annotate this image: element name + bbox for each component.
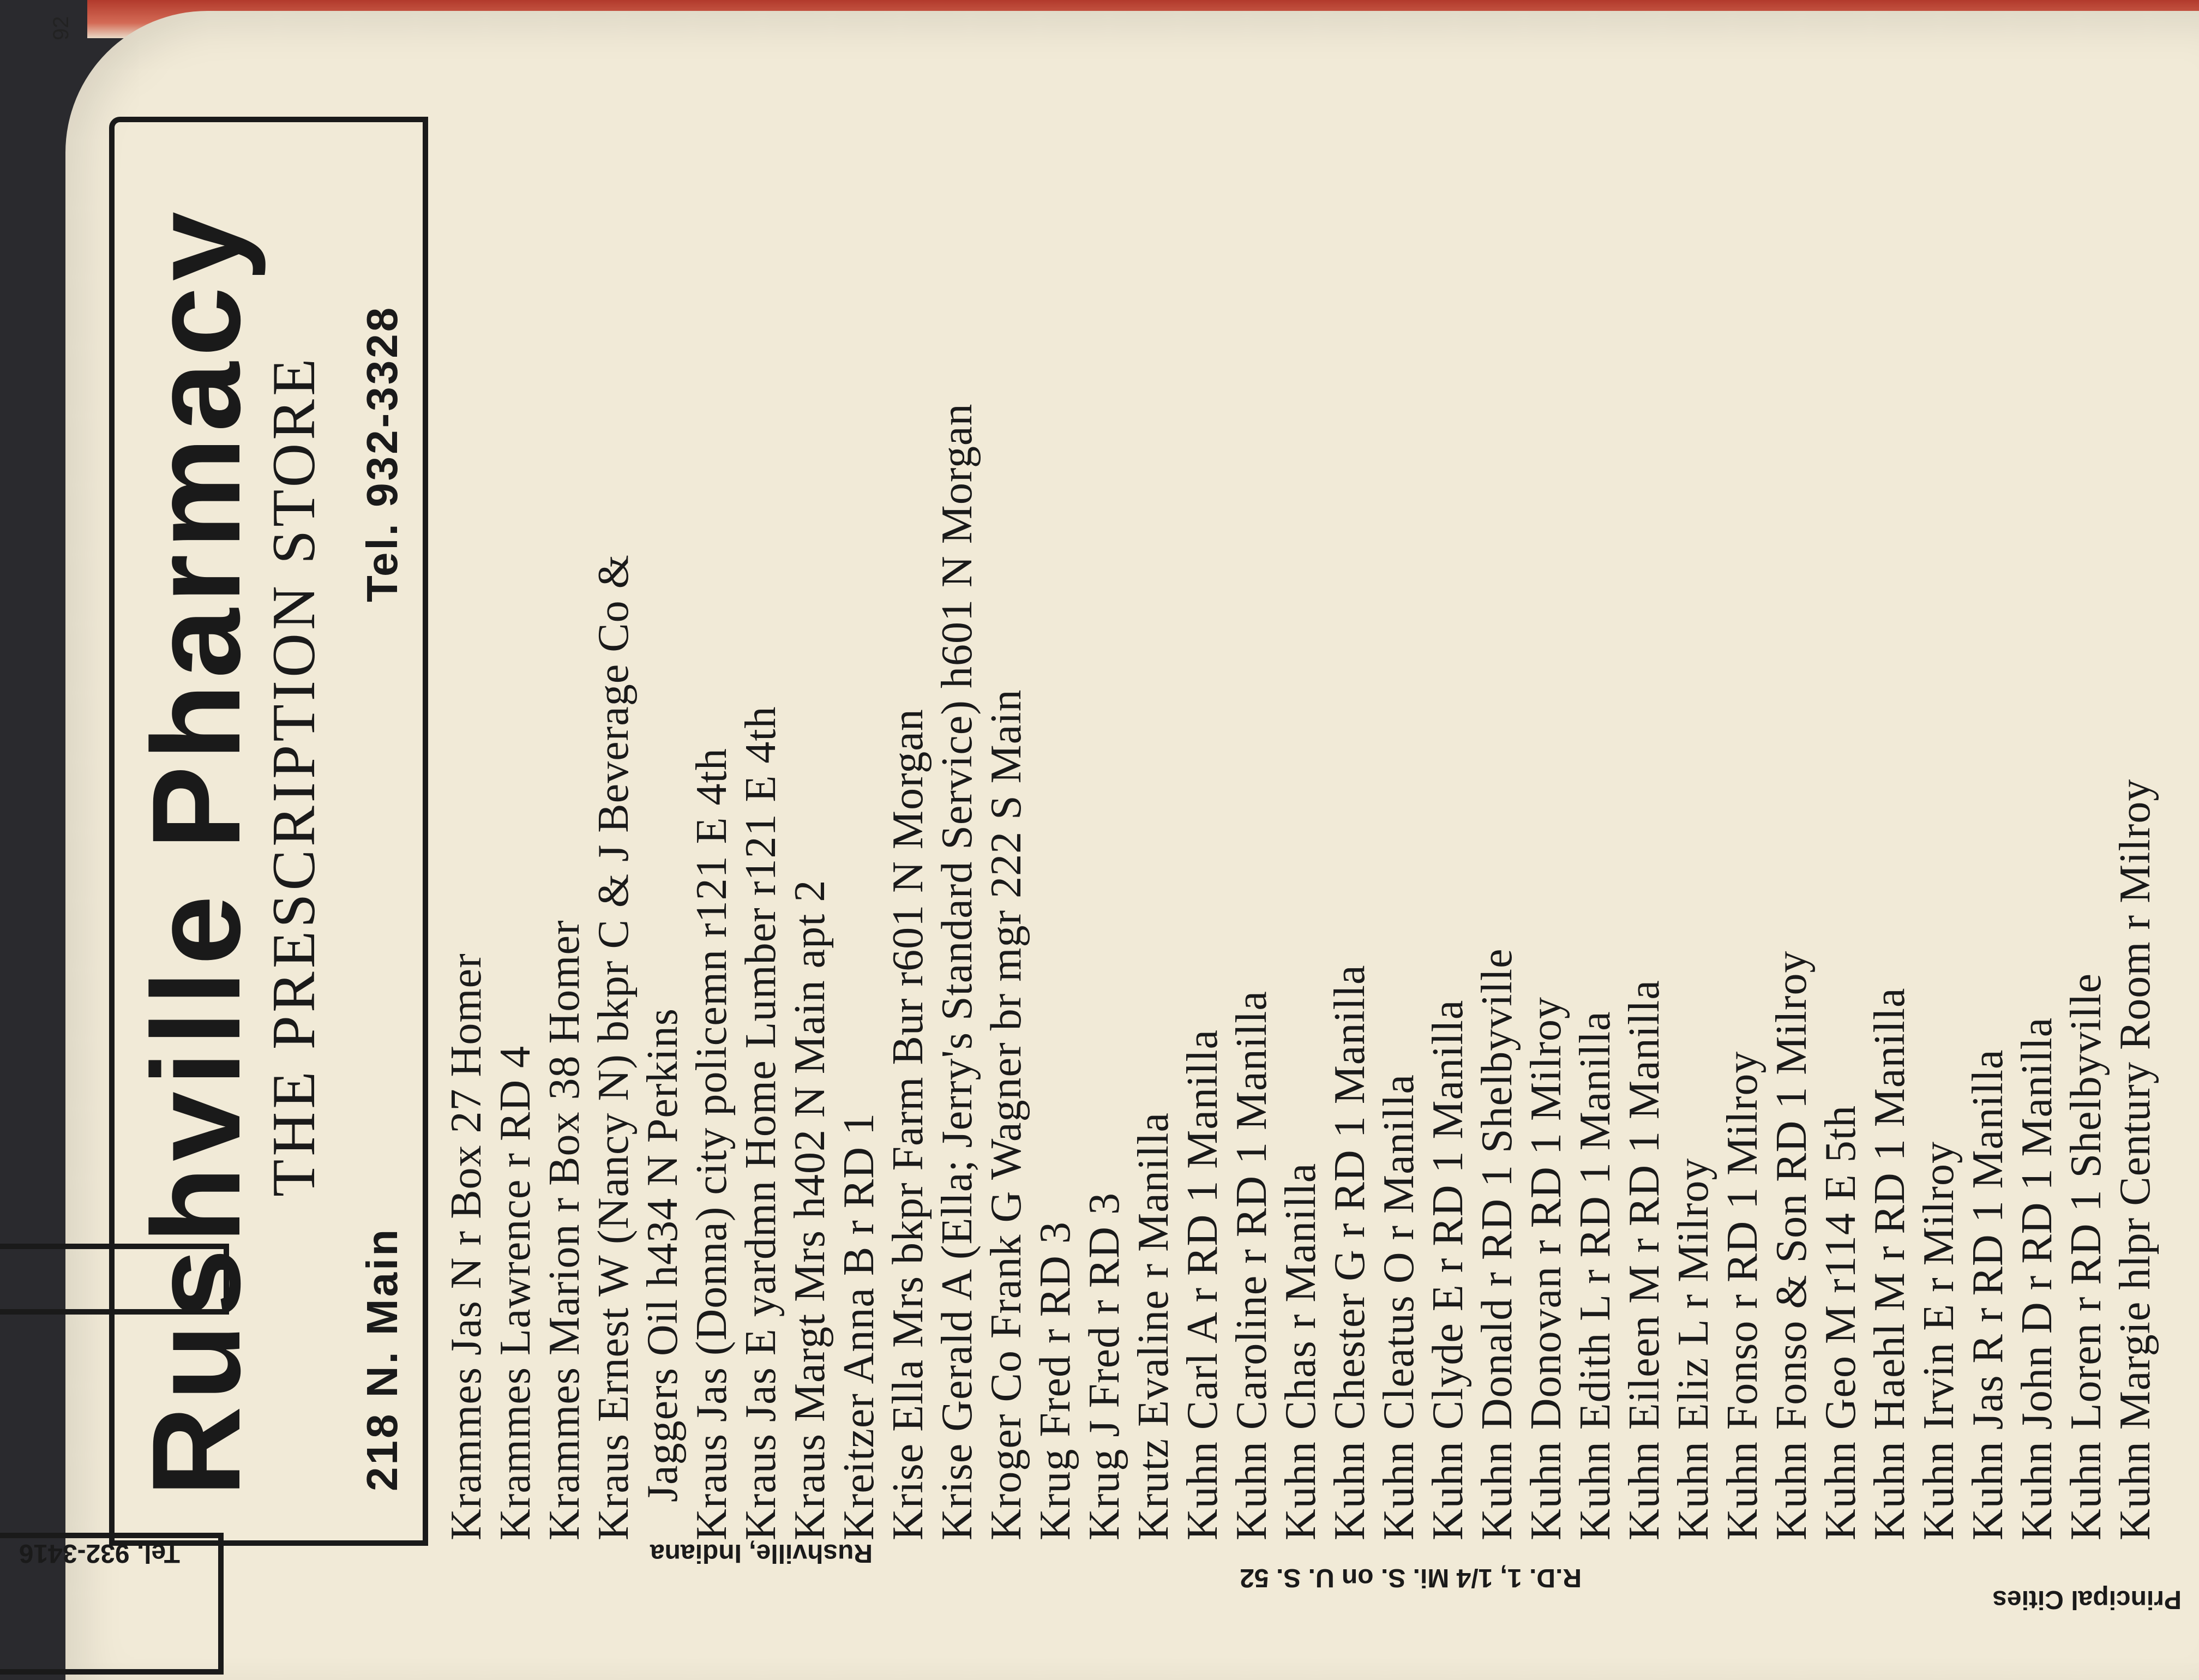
list-item: Kuhn Chester G r RD 1 Manilla bbox=[1326, 964, 1374, 1540]
list-item: Krug J Fred r RD 3 bbox=[1080, 1192, 1128, 1540]
list-item: Krammes Lawrence r RD 4 bbox=[491, 1045, 539, 1540]
list-item: Kraus Jas (Donna) city policemn r121 E 4th bbox=[688, 748, 736, 1540]
list-item: Kuhn Chas r Manilla bbox=[1277, 1162, 1325, 1540]
list-item: Kuhn Fonso r RD 1 Milroy bbox=[1719, 1051, 1767, 1540]
list-item: Kuhn John D r RD 1 Manilla bbox=[2013, 1017, 2061, 1540]
list-item: Kuhn Carl A r RD 1 Manilla bbox=[1179, 1029, 1227, 1540]
list-item: Kuhn Fonso & Son RD 1 Milroy bbox=[1768, 950, 1816, 1540]
list-item: Kraus Margt Mrs h402 N Main apt 2 bbox=[786, 879, 834, 1540]
list-item: Krammes Jas N r Box 27 Homer bbox=[442, 953, 490, 1540]
list-item: Kuhn Edith L r RD 1 Manilla bbox=[1571, 1011, 1619, 1540]
ad-store-name: Rushville Pharmacy bbox=[126, 206, 266, 1497]
facing-bottom-heading: Principal Cities bbox=[1992, 1585, 2182, 1614]
list-item: Kuhn Jas R r RD 1 Manilla bbox=[1964, 1049, 2012, 1540]
list-item: Krise Ella Mrs bkpr Farm Bur r601 N Morgan bbox=[884, 709, 932, 1540]
pharmacy-ad bbox=[109, 117, 428, 1546]
facing-top-address: R.D. 1, 1/4 Mi. S. on U. S. 52 bbox=[1240, 1563, 1582, 1592]
list-item: Kuhn Clyde E r RD 1 Manilla bbox=[1424, 999, 1472, 1540]
list-item: Kuhn Eliz L r Milroy bbox=[1669, 1157, 1717, 1540]
list-item: Kraus Jas E yardmn Home Lumber r121 E 4th bbox=[737, 706, 785, 1540]
facing-top-city: Rushville, Indiana bbox=[650, 1539, 873, 1568]
ad-phone: Tel. 932-3328 bbox=[358, 305, 406, 602]
list-item: Kraus Ernest W (Nancy N) bkpr C & J Beverage Co & Jaggers Oil h434 N Perkins bbox=[590, 554, 687, 1540]
list-item: Kuhn Eileen M r RD 1 Manilla bbox=[1620, 980, 1668, 1540]
list-item: Krug Fred r RD 3 bbox=[1031, 1221, 1079, 1540]
list-item: Krise Gerald A (Ella; Jerry's Standard Service) h601 N Morgan bbox=[933, 403, 981, 1540]
ad-address: 218 N. Main bbox=[358, 1227, 406, 1491]
list-item: Kuhn Caroline r RD 1 Manilla bbox=[1228, 991, 1276, 1540]
list-item: Kreitzer Anna B r RD 1 bbox=[835, 1112, 883, 1540]
list-item: Krutz Evaline r Manilla bbox=[1129, 1112, 1177, 1540]
ad-tagline: THE PRESCRIPTION STORE bbox=[260, 355, 328, 1197]
list-item: Krammes Marion r Box 38 Homer bbox=[540, 920, 588, 1540]
list-item: Kuhn Donovan r RD 1 Milroy bbox=[1522, 996, 1570, 1540]
page-number: 92 bbox=[49, 16, 73, 40]
list-item: Kuhn Geo M r114 E 5th bbox=[1817, 1105, 1865, 1540]
list-item: Kroger Co Frank G Wagner br mgr 222 S Main bbox=[982, 689, 1030, 1540]
list-item: Kuhn Donald r RD 1 Shelbyville bbox=[1473, 948, 1521, 1540]
list-item: Kuhn Margie hlpr Century Room r Milroy bbox=[2111, 778, 2159, 1540]
list-item: Kuhn Irvin E r Milroy bbox=[1915, 1141, 1963, 1540]
list-item: Kuhn Cleatus O r Manilla bbox=[1375, 1074, 1423, 1540]
facing-top-phone: Tel. 932-3416 bbox=[19, 1539, 180, 1568]
list-item: Kuhn Haehl M r RD 1 Manilla bbox=[1866, 987, 1914, 1540]
list-item: Kuhn Loren r RD 1 Shelbyville bbox=[2062, 973, 2110, 1540]
directory-listings bbox=[442, 2, 2160, 1540]
